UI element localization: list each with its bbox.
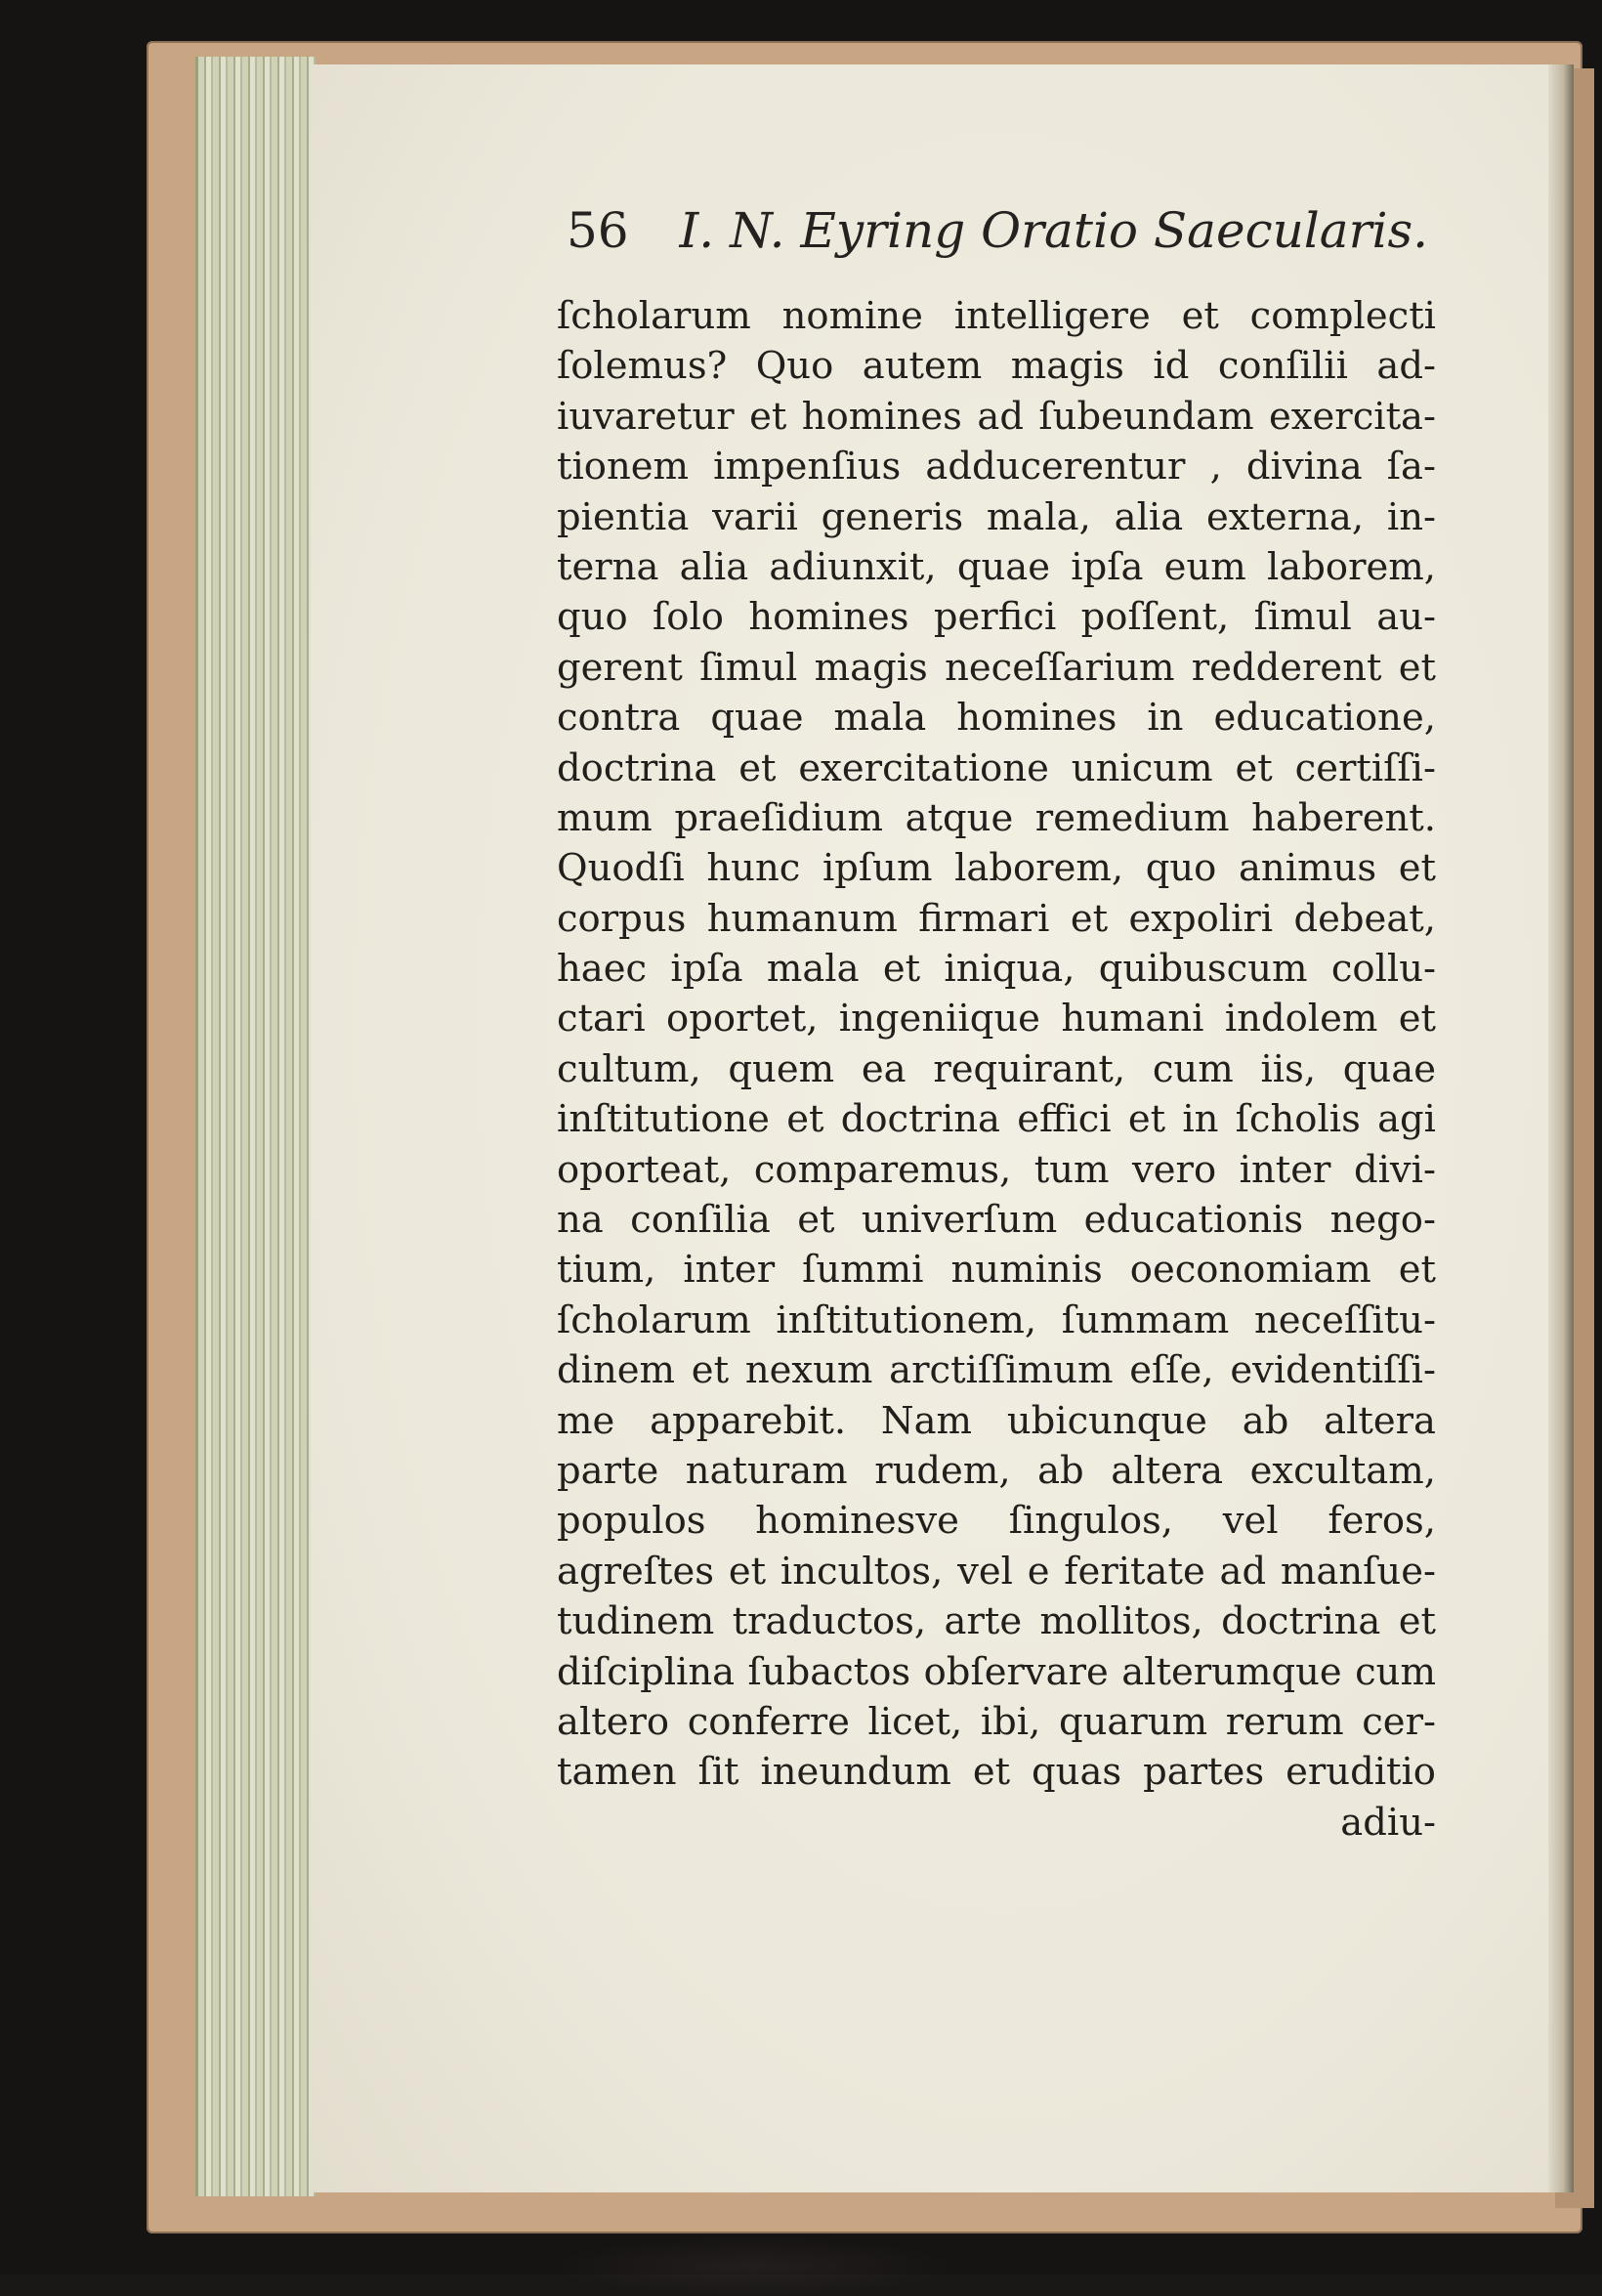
text-line: tium, inter ſummi numinis oeconomiam et bbox=[557, 1248, 1436, 1293]
text-line: doctrina et exercitatione unicum et certiſſi- bbox=[557, 745, 1436, 790]
text-line: na conſilia et univerſum educationis nego- bbox=[557, 1198, 1436, 1243]
text-line: contra quae mala homines in educatione, bbox=[557, 696, 1436, 741]
text-line: ſcholarum inſtitutionem, ſummam neceſſitu- bbox=[557, 1297, 1436, 1342]
text-line: populos hominesve ſingulos, vel feros, bbox=[557, 1499, 1436, 1544]
text-line: parte naturam rudem, ab altera excultam, bbox=[557, 1448, 1436, 1493]
page-edges bbox=[195, 57, 316, 2196]
page-gutter bbox=[1548, 64, 1574, 2192]
text-line: mum praeſidium atque remedium haberent. bbox=[557, 795, 1436, 840]
catchword: adiu- bbox=[1340, 1801, 1436, 1845]
text-line: tudinem traductos, arte mollitos, doctrina et bbox=[557, 1599, 1436, 1644]
text-line: quo ſolo homines perfici poſſent, ſimul au- bbox=[557, 595, 1436, 640]
text-line: oporteat, comparemus, tum vero inter divi- bbox=[557, 1147, 1436, 1192]
text-line: tionem impenſius adducerentur , divina ſa- bbox=[557, 445, 1436, 489]
running-title: I. N. Eyring Oratio Saecularis. bbox=[679, 202, 1429, 259]
text-line: inſtitutione et doctrina effici et in ſcholis agi bbox=[557, 1097, 1436, 1142]
page-number: 56 bbox=[567, 202, 629, 259]
page-header bbox=[567, 191, 1429, 270]
text-line: terna alia adiunxit, quae ipſa eum laborem, bbox=[557, 544, 1436, 589]
text-line: agreſtes et incultos, vel e feritate ad manſue- bbox=[557, 1549, 1436, 1594]
text-line: ctari oportet, ingeniique humani indolem et bbox=[557, 997, 1436, 1042]
body-text bbox=[557, 291, 1436, 1798]
text-line: cultum, quem ea requirant, cum iis, quae bbox=[557, 1046, 1436, 1091]
text-line: haec ipſa mala et iniqua, quibuscum collu- bbox=[557, 947, 1436, 992]
text-line: ſolemus? Quo autem magis id conſilii ad- bbox=[557, 344, 1436, 389]
text-line: me apparebit. Nam ubicunque ab altera bbox=[557, 1398, 1436, 1443]
text-line: corpus humanum firmari et expoliri debeat, bbox=[557, 896, 1436, 941]
text-line: ſcholarum nomine intelligere et complecti bbox=[557, 294, 1436, 338]
text-line: pientia varii generis mala, alia externa, in- bbox=[557, 494, 1436, 539]
text-line: gerent ſimul magis neceſſarium redderent et bbox=[557, 645, 1436, 690]
text-line: iuvaretur et homines ad ſubeundam exercita- bbox=[557, 394, 1436, 439]
text-line: tamen ſit ineundum et quas partes eruditio bbox=[557, 1750, 1436, 1795]
text-line: Quodſi hunc ipſum laborem, quo animus et bbox=[557, 846, 1436, 891]
ink-smudge bbox=[547, 2237, 957, 2296]
text-line: altero conferre licet, ibi, quarum rerum cer- bbox=[557, 1699, 1436, 1744]
text-line: diſciplina ſubactos obſervare alterumque cum bbox=[557, 1649, 1436, 1694]
text-line: dinem et nexum arctiſſimum eſſe, evidentiſſi- bbox=[557, 1348, 1436, 1393]
